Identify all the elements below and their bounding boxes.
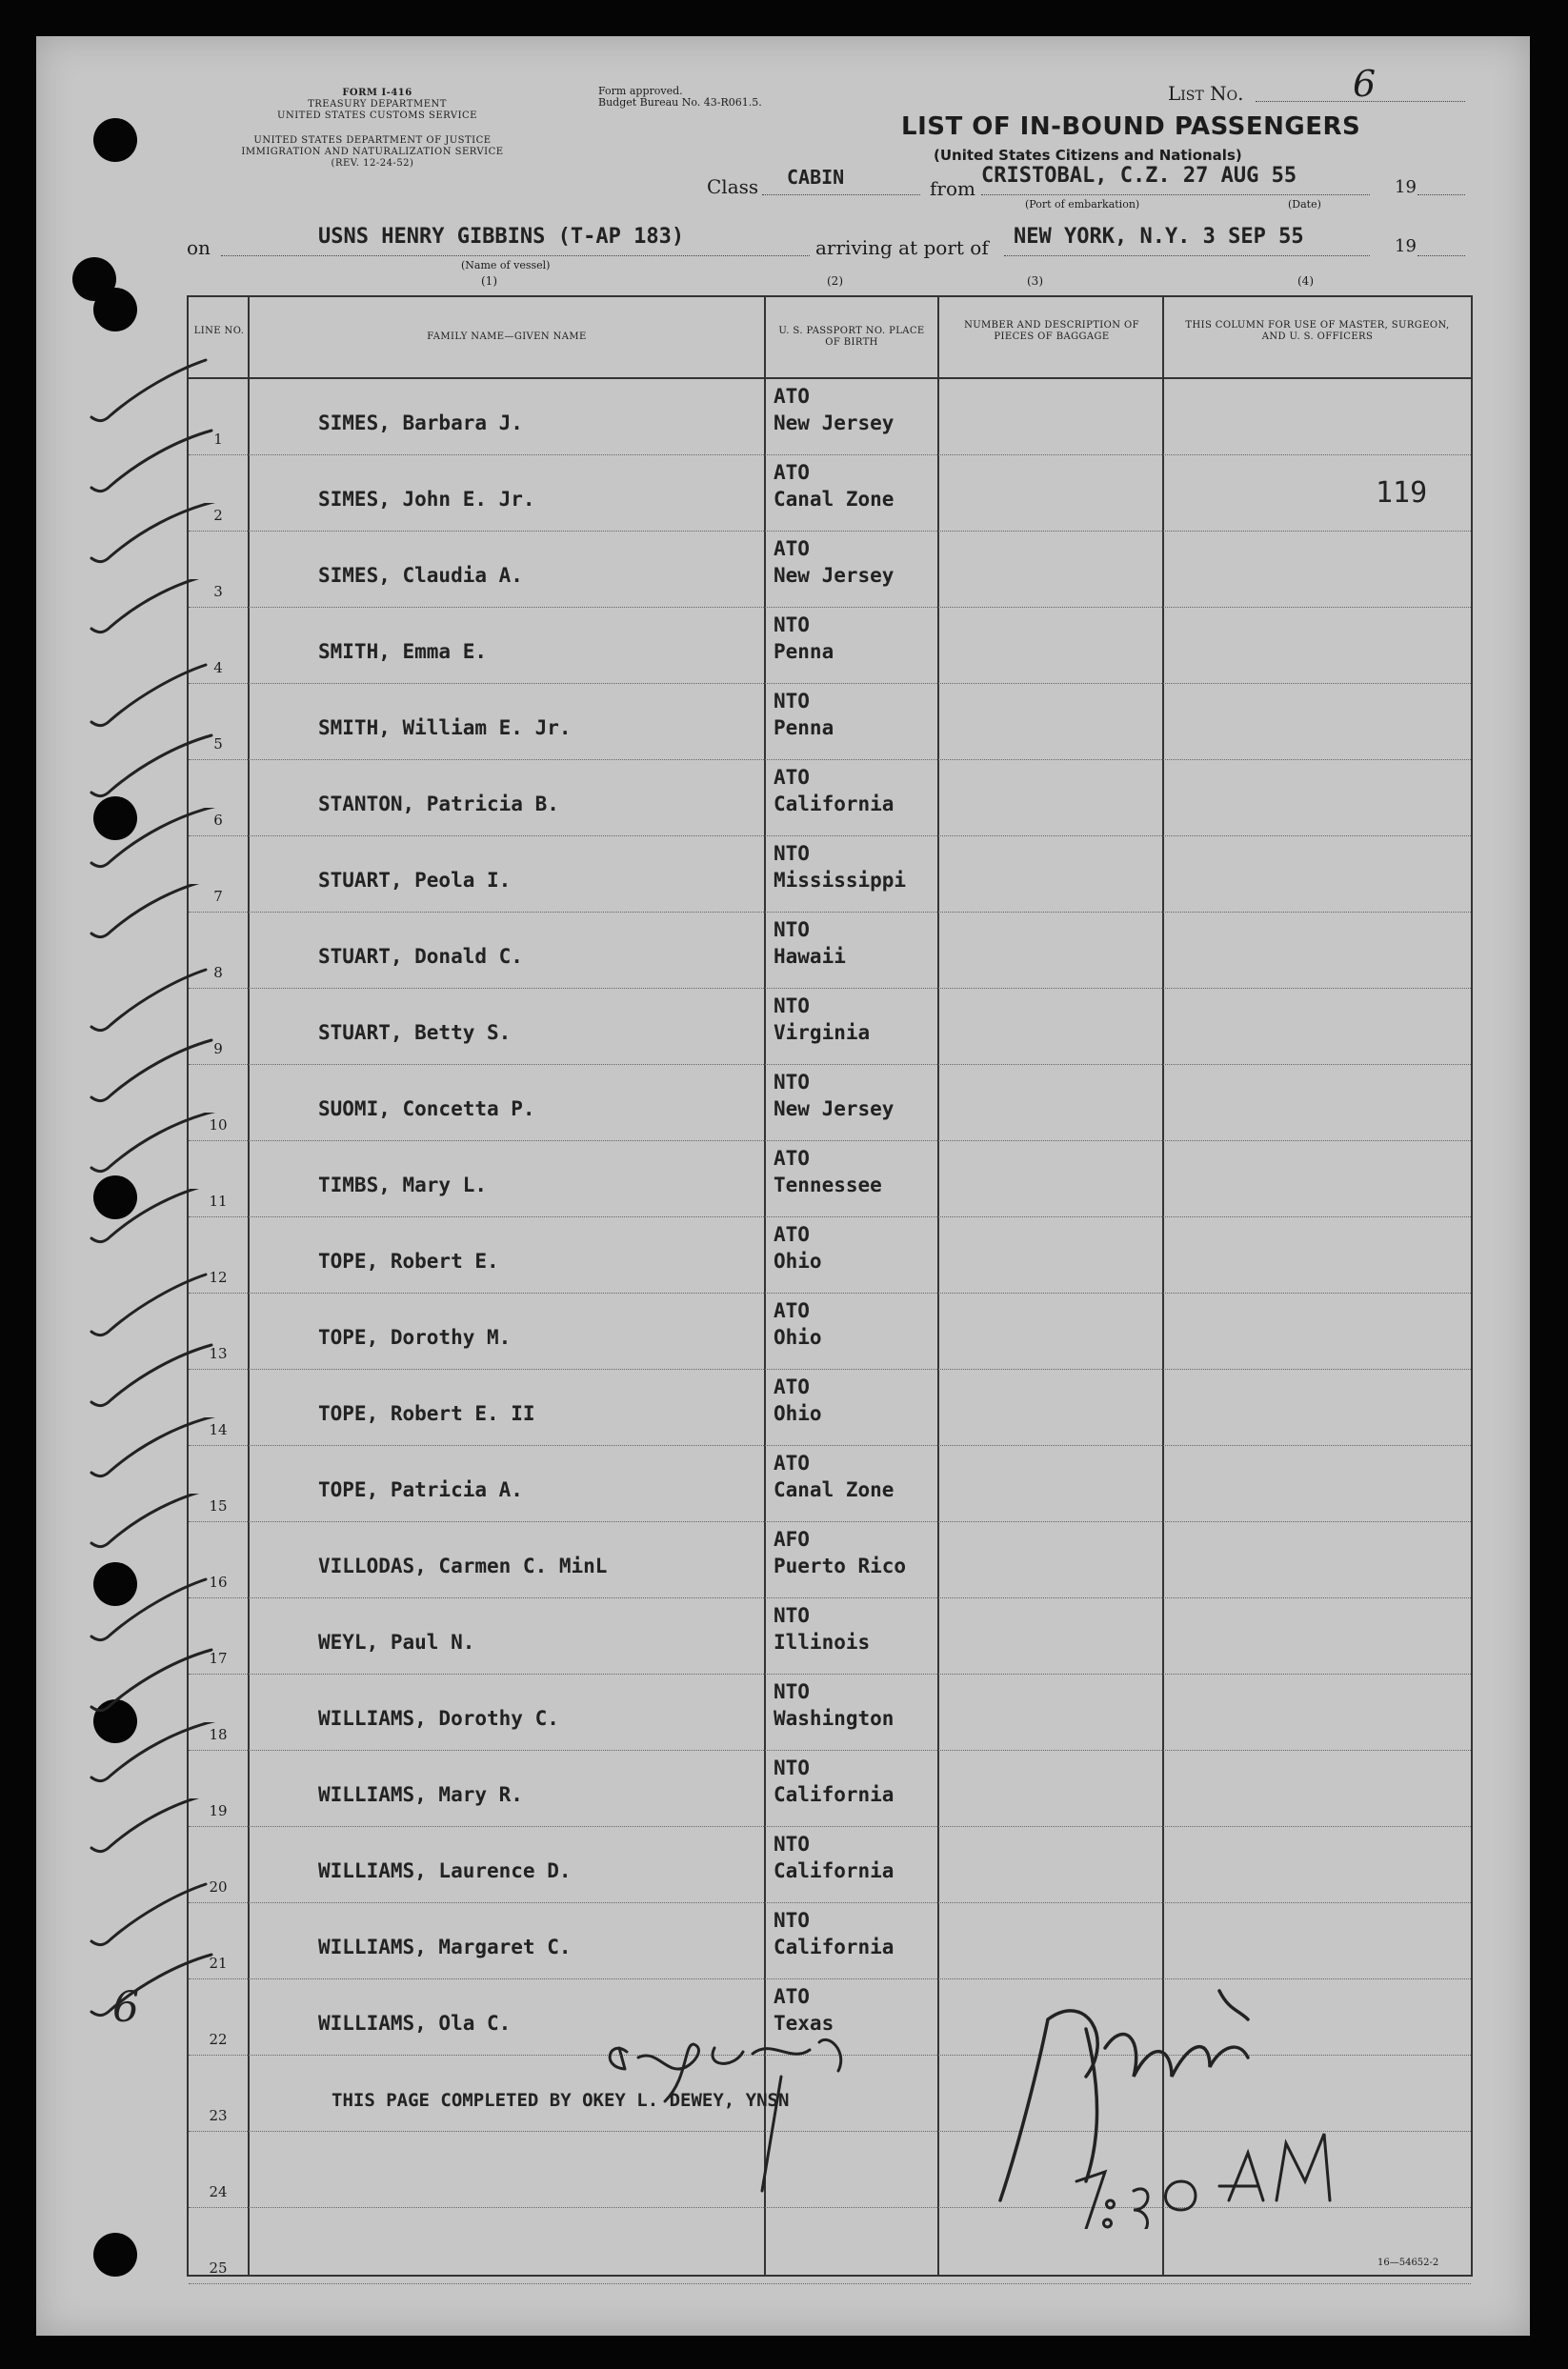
passenger-name: SMITH, Emma E. bbox=[318, 640, 488, 663]
col-header-passport: U. S. PASSPORT NO. PLACE OF BIRTH bbox=[778, 326, 925, 348]
list-no-label: List No. bbox=[1168, 82, 1244, 105]
line-number: 2 bbox=[213, 507, 223, 524]
year-prefix-2: 19 bbox=[1395, 236, 1417, 256]
table-row bbox=[189, 1141, 1471, 1217]
place-of-birth: Mississippi bbox=[774, 869, 907, 892]
table-body bbox=[189, 379, 1471, 2275]
table-row bbox=[189, 2208, 1471, 2284]
form-approved: Form approved. Budget Bureau No. 43-R061.5. bbox=[598, 85, 762, 109]
place-of-birth: Virginia bbox=[774, 1021, 871, 1044]
form-number: FORM I-416 bbox=[342, 88, 412, 98]
ins-service: IMMIGRATION AND NATURALIZATION SERVICE bbox=[241, 147, 504, 157]
vessel-caption: (Name of vessel) bbox=[461, 259, 551, 271]
vessel-line bbox=[221, 255, 810, 256]
col-header-name: FAMILY NAME—GIVEN NAME bbox=[427, 331, 587, 342]
place-of-birth: New Jersey bbox=[774, 412, 895, 434]
passport-type: ATO bbox=[774, 1299, 810, 1322]
table-row bbox=[189, 1522, 1471, 1598]
justice-block bbox=[177, 135, 568, 170]
line-number: 8 bbox=[213, 964, 223, 981]
table-row bbox=[189, 836, 1471, 913]
table-row bbox=[189, 1217, 1471, 1294]
passenger-name: SIMES, John E. Jr. bbox=[318, 488, 535, 511]
officer-stamp: 119 bbox=[1376, 476, 1428, 510]
passport-type: ATO bbox=[774, 1452, 810, 1475]
colnum-2: (2) bbox=[827, 274, 843, 288]
passport-type: NTO bbox=[774, 1071, 810, 1094]
passport-type: ATO bbox=[774, 537, 810, 560]
line-number: 19 bbox=[209, 1802, 228, 1819]
row-rule bbox=[189, 2283, 1471, 2284]
class-line bbox=[762, 194, 920, 195]
passenger-name: TOPE, Robert E. bbox=[318, 1250, 499, 1273]
arrival-port: NEW YORK, N.Y. 3 SEP 55 bbox=[1014, 225, 1304, 249]
passenger-name: SUOMI, Concetta P. bbox=[318, 1097, 535, 1120]
passenger-name: STANTON, Patricia B. bbox=[318, 793, 559, 815]
table-row bbox=[189, 1903, 1471, 1979]
passenger-name: THIS PAGE COMPLETED BY OKEY L. DEWEY, YNSN bbox=[332, 2090, 790, 2111]
from-line bbox=[981, 194, 1370, 195]
list-no-value: 6 bbox=[1353, 63, 1377, 105]
passport-type: NTO bbox=[774, 1757, 810, 1779]
table-row bbox=[189, 684, 1471, 760]
line-number: 22 bbox=[209, 2031, 228, 2048]
arrival-line bbox=[1004, 255, 1370, 256]
port-embark-caption: (Port of embarkation) bbox=[1025, 198, 1140, 211]
line-number: 4 bbox=[213, 659, 223, 676]
place-of-birth: Puerto Rico bbox=[774, 1555, 907, 1577]
place-of-birth: California bbox=[774, 1859, 895, 1882]
passenger-name: WILLIAMS, Margaret C. bbox=[318, 1936, 572, 1958]
passport-type: NTO bbox=[774, 1604, 810, 1627]
line-number: 25 bbox=[209, 2259, 228, 2277]
year-line-2 bbox=[1417, 255, 1465, 256]
line-number: 11 bbox=[209, 1193, 228, 1210]
margin-note: 6 bbox=[112, 1983, 139, 2032]
col-header-officers: THIS COLUMN FOR USE OF MASTER, SURGEON, AND U. S. OFFICERS bbox=[1185, 320, 1450, 342]
place-of-birth: New Jersey bbox=[774, 564, 895, 587]
line-number: 24 bbox=[209, 2183, 228, 2200]
place-of-birth: Penna bbox=[774, 716, 834, 739]
passport-type: NTO bbox=[774, 1680, 810, 1703]
passenger-name: TOPE, Patricia A. bbox=[318, 1478, 523, 1501]
line-number: 12 bbox=[209, 1269, 228, 1286]
footer-code: 16—54652-2 bbox=[1377, 2258, 1439, 2268]
table-row bbox=[189, 1598, 1471, 1675]
passenger-name: TOPE, Dorothy M. bbox=[318, 1326, 512, 1349]
place-of-birth: Ohio bbox=[774, 1402, 822, 1425]
from-value: CRISTOBAL, C.Z. 27 AUG 55 bbox=[981, 164, 1297, 188]
line-number: 15 bbox=[209, 1497, 228, 1515]
line-number: 14 bbox=[209, 1421, 228, 1438]
place-of-birth: Ohio bbox=[774, 1326, 822, 1349]
table-row bbox=[189, 1979, 1471, 2056]
table-row bbox=[189, 2132, 1471, 2208]
punch-hole bbox=[93, 118, 137, 162]
passenger-name: WEYL, Paul N. bbox=[318, 1631, 475, 1654]
table-row bbox=[189, 1675, 1471, 1751]
passenger-name: WILLIAMS, Ola C. bbox=[318, 2012, 512, 2035]
passport-type: ATO bbox=[774, 461, 810, 484]
passenger-name: STUART, Donald C. bbox=[318, 945, 523, 968]
place-of-birth: Canal Zone bbox=[774, 488, 895, 511]
table-row bbox=[189, 608, 1471, 684]
place-of-birth: Tennessee bbox=[774, 1174, 882, 1196]
punch-hole bbox=[93, 1175, 137, 1219]
line-number: 18 bbox=[209, 1726, 228, 1743]
place-of-birth: California bbox=[774, 1936, 895, 1958]
table-row bbox=[189, 532, 1471, 608]
table-row bbox=[189, 379, 1471, 455]
passport-type: ATO bbox=[774, 385, 810, 408]
table-row bbox=[189, 1751, 1471, 1827]
vessel-name: USNS HENRY GIBBINS (T-AP 183) bbox=[318, 225, 685, 249]
form-subtitle: (United States Citizens and Nationals) bbox=[934, 147, 1242, 164]
punch-hole bbox=[93, 2233, 137, 2277]
passport-type: NTO bbox=[774, 1833, 810, 1856]
line-number: 7 bbox=[213, 888, 223, 905]
line-number: 6 bbox=[213, 812, 223, 829]
place-of-birth: New Jersey bbox=[774, 1097, 895, 1120]
class-label: Class bbox=[707, 175, 759, 198]
year-line-1 bbox=[1417, 194, 1465, 195]
form-title: LIST OF IN-BOUND PASSENGERS bbox=[901, 112, 1361, 141]
passenger-name: SIMES, Claudia A. bbox=[318, 564, 523, 587]
colnum-4: (4) bbox=[1297, 274, 1314, 288]
table-row bbox=[189, 455, 1471, 532]
table-row bbox=[189, 913, 1471, 989]
colnum-1: (1) bbox=[481, 274, 497, 288]
col-header-baggage: NUMBER AND DESCRIPTION OF PIECES OF BAGGAGE bbox=[964, 320, 1139, 342]
colnum-3: (3) bbox=[1027, 274, 1043, 288]
class-value: CABIN bbox=[787, 166, 845, 189]
line-number: 1 bbox=[213, 431, 223, 448]
line-number: 5 bbox=[213, 735, 223, 753]
place-of-birth: Hawaii bbox=[774, 945, 846, 968]
punch-hole bbox=[93, 796, 137, 840]
from-label: from bbox=[930, 177, 975, 200]
passenger-name: SIMES, Barbara J. bbox=[318, 412, 523, 434]
passport-type: ATO bbox=[774, 1375, 810, 1398]
table-row bbox=[189, 1827, 1471, 1903]
line-number: 3 bbox=[213, 583, 223, 600]
place-of-birth: Washington bbox=[774, 1707, 895, 1730]
place-of-birth: Canal Zone bbox=[774, 1478, 895, 1501]
passport-type: NTO bbox=[774, 994, 810, 1017]
line-number: 23 bbox=[209, 2107, 228, 2124]
passport-type: ATO bbox=[774, 1223, 810, 1246]
line-number: 21 bbox=[209, 1955, 228, 1972]
passenger-name: SMITH, William E. Jr. bbox=[318, 716, 572, 739]
punch-hole bbox=[93, 1562, 137, 1606]
justice-dept: UNITED STATES DEPARTMENT OF JUSTICE bbox=[253, 135, 492, 146]
passenger-name: TOPE, Robert E. II bbox=[318, 1402, 535, 1425]
table-row bbox=[189, 1065, 1471, 1141]
line-number: 13 bbox=[209, 1345, 228, 1362]
passenger-name: TIMBS, Mary L. bbox=[318, 1174, 488, 1196]
passport-type: NTO bbox=[774, 1909, 810, 1932]
passport-type: ATO bbox=[774, 1985, 810, 2008]
line-number: 20 bbox=[209, 1878, 228, 1896]
line-number: 16 bbox=[209, 1574, 228, 1591]
line-number: 10 bbox=[209, 1116, 228, 1134]
passport-type: ATO bbox=[774, 1147, 810, 1170]
passport-type: NTO bbox=[774, 613, 810, 636]
passenger-name: WILLIAMS, Laurence D. bbox=[318, 1859, 572, 1882]
year-prefix-1: 19 bbox=[1395, 177, 1417, 197]
date-caption: (Date) bbox=[1288, 198, 1321, 211]
passenger-name: WILLIAMS, Dorothy C. bbox=[318, 1707, 559, 1730]
passport-type: NTO bbox=[774, 842, 810, 865]
passenger-name: VILLODAS, Carmen C. MinL bbox=[318, 1555, 608, 1577]
line-number: 17 bbox=[209, 1650, 228, 1667]
passenger-name: STUART, Peola I. bbox=[318, 869, 512, 892]
revision: (REV. 12-24-52) bbox=[331, 158, 414, 169]
on-label: on bbox=[187, 236, 211, 259]
place-of-birth: Illinois bbox=[774, 1631, 871, 1654]
table-row bbox=[189, 1446, 1471, 1522]
table-row bbox=[189, 760, 1471, 836]
passenger-name: WILLIAMS, Mary R. bbox=[318, 1783, 523, 1806]
table-row bbox=[189, 989, 1471, 1065]
table-row bbox=[189, 2056, 1471, 2132]
treasury-dept: TREASURY DEPARTMENT bbox=[308, 99, 447, 110]
passport-type: NTO bbox=[774, 918, 810, 941]
line-number: 9 bbox=[213, 1040, 223, 1057]
place-of-birth: California bbox=[774, 1783, 895, 1806]
place-of-birth: Ohio bbox=[774, 1250, 822, 1273]
passport-type: AFO bbox=[774, 1528, 810, 1551]
table-row bbox=[189, 1370, 1471, 1446]
punch-hole bbox=[93, 288, 137, 331]
arriving-label: arriving at port of bbox=[815, 236, 989, 259]
passport-type: ATO bbox=[774, 766, 810, 789]
passenger-name: STUART, Betty S. bbox=[318, 1021, 512, 1044]
place-of-birth: Penna bbox=[774, 640, 834, 663]
place-of-birth: California bbox=[774, 793, 895, 815]
punch-hole bbox=[93, 1699, 137, 1743]
place-of-birth: Texas bbox=[774, 2012, 834, 2035]
col-header-line: LINE NO. bbox=[193, 326, 245, 336]
form-agency-block bbox=[177, 88, 577, 122]
passport-type: NTO bbox=[774, 690, 810, 713]
customs-service: UNITED STATES CUSTOMS SERVICE bbox=[277, 110, 477, 121]
table-row bbox=[189, 1294, 1471, 1370]
passenger-table bbox=[187, 295, 1473, 2277]
